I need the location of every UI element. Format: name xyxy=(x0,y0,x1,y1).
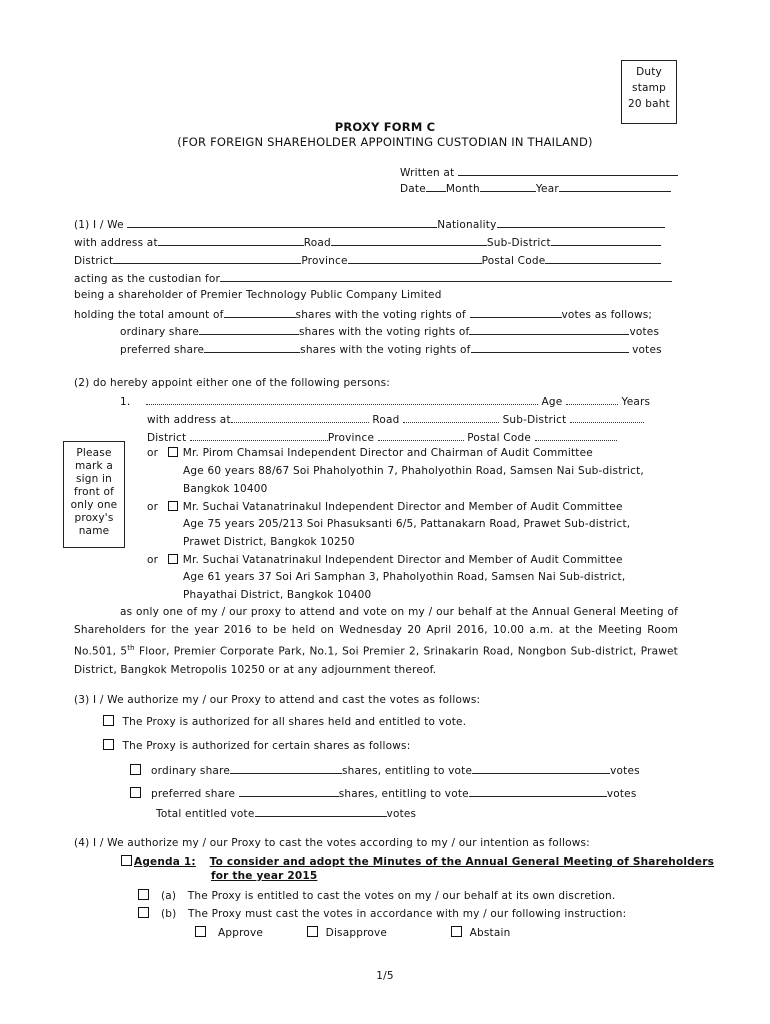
proxy-option-3 xyxy=(147,554,623,566)
s2-row-1 xyxy=(120,394,650,408)
proxy-subdistrict-field[interactable] xyxy=(570,412,644,423)
approve-label: Approve xyxy=(218,927,264,939)
holding-label: holding the total amount of xyxy=(74,309,224,321)
s3-preferred-label: preferred share xyxy=(151,788,236,800)
s3-ordinary-row xyxy=(130,763,640,777)
nationality-field[interactable] xyxy=(497,217,665,228)
stamp-line-2: stamp xyxy=(632,82,666,94)
custodian-label: acting as the custodian for xyxy=(74,273,220,285)
form-title: PROXY FORM C xyxy=(334,120,436,134)
proxy-number: 1. xyxy=(120,396,131,408)
proxy-2-checkbox[interactable] xyxy=(168,501,178,511)
address-field[interactable] xyxy=(158,235,304,246)
agenda-1-checkbox[interactable] xyxy=(121,855,132,866)
road-label: Road xyxy=(303,237,331,249)
duty-stamp-box xyxy=(621,60,677,124)
agenda-1-text-1: To consider and adopt the Minutes of the Annual General Meeting of Shareholders xyxy=(209,856,715,868)
sign-note-box: Please mark a sign in front of only one proxy's name xyxy=(63,441,125,548)
proxy-subdistrict-label: Sub-District xyxy=(502,414,567,426)
written-at-row xyxy=(400,165,678,179)
shares-voting-label: shares with the voting rights of xyxy=(295,309,466,321)
proxy-2-line-3: Prawet District, Bangkok 10250 xyxy=(183,536,355,548)
s3-preferred-checkbox[interactable] xyxy=(130,787,141,798)
total-vote-label: Total entitled vote xyxy=(156,808,255,820)
s1-row-ordinary xyxy=(120,324,659,338)
proxy-3-line-2: Age 61 years 37 Soi Ari Samphan 3, Phaholyothin Road, Samsen Nai Sub-district, xyxy=(183,571,626,583)
or-label-2: or xyxy=(147,501,159,513)
s3-ordinary-votes-field[interactable] xyxy=(472,763,610,774)
s1-row-holding xyxy=(74,307,652,321)
total-votes-label: votes xyxy=(386,808,417,820)
voting-rights-field[interactable] xyxy=(470,307,562,318)
s1-row-address xyxy=(74,235,661,249)
proxy-postal-field[interactable] xyxy=(535,430,617,441)
meeting-text-sup: th xyxy=(127,644,135,652)
province-label: Province xyxy=(301,255,348,267)
certain-shares-checkbox[interactable] xyxy=(103,739,114,750)
ordinary-voting-label: shares with the voting rights of xyxy=(299,326,470,338)
proxy-name-field[interactable] xyxy=(146,394,538,405)
proxy-1-line-2: Age 60 years 88/67 Soi Phaholyothin 7, Phaholyothin Road, Samsen Nai Sub-district, xyxy=(183,465,644,477)
address-label: with address at xyxy=(74,237,158,249)
month-field[interactable] xyxy=(480,181,536,192)
appoint-text: (2) do hereby appoint either one of the following persons: xyxy=(74,377,391,389)
option-b-checkbox[interactable] xyxy=(138,907,149,918)
s3-ordinary-entitling: shares, entitling to vote xyxy=(342,765,473,777)
s3-certain-option xyxy=(103,739,410,752)
proxy-address-field[interactable] xyxy=(231,412,369,423)
proxy-1-line-1: Mr. Pirom Chamsai Independent Director and Chairman of Audit Committee xyxy=(182,447,593,459)
s3-ordinary-checkbox[interactable] xyxy=(130,764,141,775)
district-label: District xyxy=(74,255,114,267)
vote-choices-row xyxy=(195,926,510,939)
proxy-province-label: Province xyxy=(327,432,375,444)
s3-preferred-row xyxy=(130,786,637,800)
s3-ordinary-label: ordinary share xyxy=(151,765,231,777)
page-number: 1/5 xyxy=(376,970,394,982)
proxy-3-line-3: Phayathai District, Bangkok 10400 xyxy=(183,589,372,601)
approve-checkbox[interactable] xyxy=(195,926,206,937)
s3-ordinary-votes: votes xyxy=(610,765,640,777)
proxy-road-label: Road xyxy=(372,414,400,426)
month-label: Month xyxy=(445,183,480,195)
option-b-text: The Proxy must cast the votes in accordance with my / our following instruction: xyxy=(188,908,627,920)
proxy-3-line-1: Mr. Suchai Vatanatrinakul Independent Director and Member of Audit Committee xyxy=(182,554,623,566)
s3-ordinary-field[interactable] xyxy=(230,763,342,774)
age-label: Age xyxy=(541,396,563,408)
disapprove-checkbox[interactable] xyxy=(307,926,318,937)
abstain-label: Abstain xyxy=(469,927,511,939)
district-field[interactable] xyxy=(113,253,301,264)
s1-row-district xyxy=(74,253,661,267)
date-row xyxy=(400,181,671,195)
s3-preferred-field[interactable] xyxy=(239,786,339,797)
proxy-district-field[interactable] xyxy=(190,430,328,441)
holding-field[interactable] xyxy=(224,307,296,318)
form-subtitle: (FOR FOREIGN SHAREHOLDER APPOINTING CUSTODIAN IN THAILAND) xyxy=(177,135,593,149)
ordinary-votes-field[interactable] xyxy=(469,324,629,335)
proxy-2-line-2: Age 75 years 205/213 Soi Phasuksanti 6/5, Pattanakarn Road, Prawet Sub-district, xyxy=(183,518,631,530)
proxy-postal-label: Postal Code xyxy=(467,432,531,444)
date-field[interactable] xyxy=(426,181,446,192)
or-label-1: or xyxy=(147,447,159,459)
name-field[interactable] xyxy=(127,217,437,228)
proxy-address-label: with address at xyxy=(147,414,231,426)
postal-label: Postal Code xyxy=(481,255,546,267)
abstain-checkbox[interactable] xyxy=(451,926,462,937)
option-a-label: (a) xyxy=(161,890,177,902)
meeting-text-b: Floor, Premier Corporate Park, No.1, Soi Premier 2, Srinakarin Road, Nongbon Sub-district, Prawet District, Bangkok Metropolis 10250 or at any adjournment thereof. xyxy=(74,645,678,676)
year-field[interactable] xyxy=(559,181,671,192)
s2-row-address xyxy=(147,412,644,426)
votes-follows-label: votes as follows; xyxy=(561,309,653,321)
road-field[interactable] xyxy=(331,235,487,246)
agenda-1-label: Agenda 1: xyxy=(134,856,196,868)
date-label: Date xyxy=(400,183,426,195)
option-b-label: (b) xyxy=(161,908,177,920)
agenda-1-option-a xyxy=(138,889,615,902)
certain-shares-text: The Proxy is authorized for certain shares as follows: xyxy=(122,740,411,752)
ordinary-field[interactable] xyxy=(199,324,299,335)
total-vote-field[interactable] xyxy=(255,806,387,817)
preferred-votes-field[interactable] xyxy=(471,342,629,353)
proxy-option-1 xyxy=(147,447,593,459)
option-a-text: The Proxy is entitled to cast the votes on my / our behalf at its own discretion. xyxy=(187,890,616,902)
year-label: Year xyxy=(535,183,559,195)
s3-preferred-votes: votes xyxy=(606,788,637,800)
s2-row-district xyxy=(147,430,617,444)
written-at-label: Written at xyxy=(400,167,455,179)
proxy-district-label: District xyxy=(147,432,187,444)
written-at-field[interactable] xyxy=(458,165,678,176)
s1-row-name xyxy=(74,217,665,231)
proxy-1-line-3: Bangkok 10400 xyxy=(183,483,268,495)
subdistrict-label: Sub-District xyxy=(486,237,551,249)
preferred-field[interactable] xyxy=(204,342,300,353)
all-shares-checkbox[interactable] xyxy=(103,715,114,726)
years-label: Years xyxy=(621,396,651,408)
stamp-line-3: 20 baht xyxy=(628,98,670,110)
s1-row-preferred xyxy=(120,342,662,356)
all-shares-text: The Proxy is authorized for all shares held and entitled to vote. xyxy=(122,716,467,728)
proxy-option-2 xyxy=(147,501,623,513)
nationality-label: Nationality xyxy=(437,219,497,231)
s1-row-custodian xyxy=(74,271,672,285)
agenda-1-text-2: for the year 2015 xyxy=(211,870,318,882)
postal-field[interactable] xyxy=(545,253,661,264)
s3-total-row xyxy=(156,806,416,820)
proxy-road-field[interactable] xyxy=(403,412,499,423)
ordinary-label: ordinary share xyxy=(120,326,200,338)
proxy-2-line-1: Mr. Suchai Vatanatrinakul Independent Director and Member of Audit Committee xyxy=(182,501,623,513)
s4-intro: (4) I / We authorize my / our Proxy to cast the votes according to my / our intention as follows: xyxy=(74,837,590,849)
s3-preferred-entitling: shares, entitling to vote xyxy=(338,788,469,800)
s3-all-option xyxy=(103,715,466,728)
preferred-votes-label: votes xyxy=(632,344,662,356)
preferred-label: preferred share xyxy=(120,344,205,356)
s3-preferred-votes-field[interactable] xyxy=(469,786,607,797)
stamp-line-1: Duty xyxy=(636,66,662,78)
meeting-text-a: as only one of my / our proxy to attend and vote on my / our behalf at the Annual General Meeting of Shareholders for the year 2016 to be held on Wednesday 20 April 2016, 10.00 a.m. at the Meeting Room No.501, 5 xyxy=(74,606,678,658)
province-field[interactable] xyxy=(348,253,482,264)
age-field[interactable] xyxy=(566,394,618,405)
disapprove-label: Disapprove xyxy=(325,927,388,939)
proxy-province-field[interactable] xyxy=(378,430,464,441)
or-label-3: or xyxy=(147,554,159,566)
i-we-label: (1) I / We xyxy=(74,219,124,231)
ordinary-votes-label: votes xyxy=(629,326,660,338)
meeting-paragraph xyxy=(74,603,678,679)
custodian-field[interactable] xyxy=(220,271,672,282)
agenda-1-row xyxy=(121,855,714,868)
shareholder-text: being a shareholder of Premier Technology Public Company Limited xyxy=(74,289,442,301)
option-a-checkbox[interactable] xyxy=(138,889,149,900)
subdistrict-field[interactable] xyxy=(551,235,661,246)
proxy-1-checkbox[interactable] xyxy=(168,447,178,457)
agenda-1-option-b xyxy=(138,907,626,920)
proxy-3-checkbox[interactable] xyxy=(168,554,178,564)
preferred-voting-label: shares with the voting rights of xyxy=(300,344,471,356)
s3-intro: (3) I / We authorize my / our Proxy to attend and cast the votes as follows: xyxy=(74,694,481,706)
